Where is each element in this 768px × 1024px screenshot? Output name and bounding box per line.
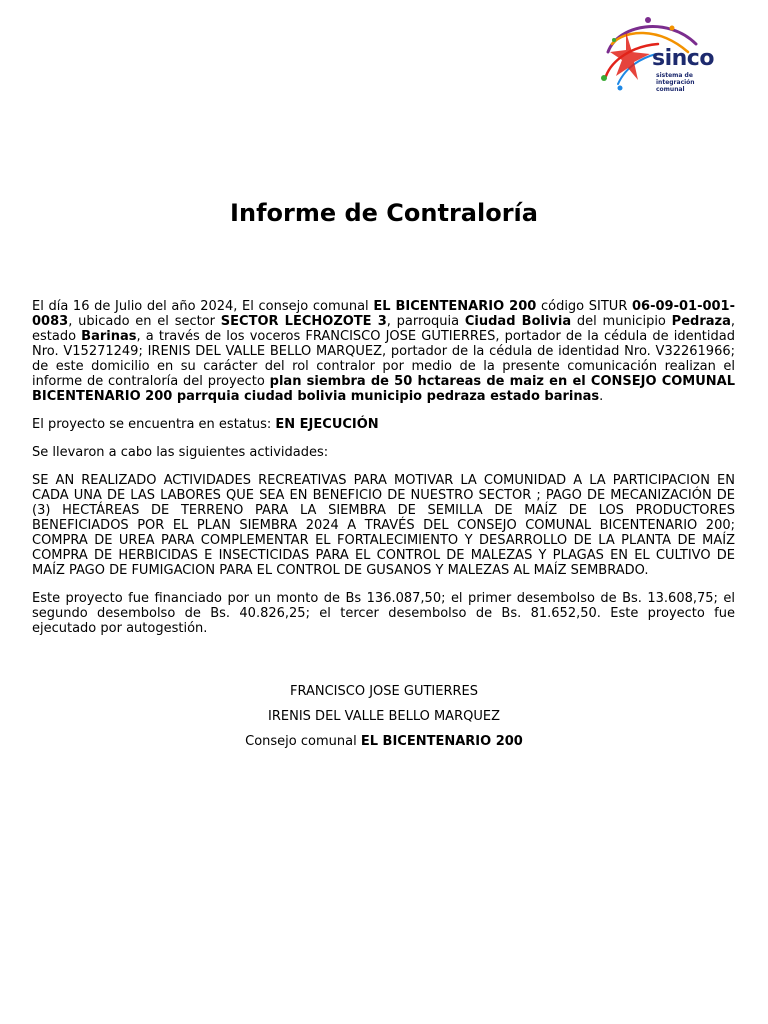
activities-paragraph: SE AN REALIZADO ACTIVIDADES RECREATIVAS PARA MOTIVAR LA COMUNIDAD A LA PARTICIPACION EN CADA UNA DE LAS LABORES QUE SEA EN BENEFICIO DE NUESTRO SECTOR ; PAGO DE MECANIZACIÓN DE (3) HECTÁREAS DE TERRENO PARA LA SIEMBRA DE SEMILLA DE MAÍZ DE LOS PRODUCTORES BENEFICIADOS POR EL PLAN SIEMBRA 2024 A TRAVÉS DEL CONSEJO COMUNAL BICENTENARIO 200; COMPRA DE UREA PARA COMPLEMENTAR EL FORTALECIMIENTO Y DESARROLLO DE LA PLANTA DE MAÍZ COMPRA DE HERBICIDAS E INSECTICIDAS PARA EL CONTROL DE MALEZAS Y PLAGAS EN EL CULTIVO DE MAÍZ PAGO DE FUMIGACION PARA EL CONTROL DE GUSANOS Y MALEZAS AL MAÍZ SEMBRADO.	[32, 473, 735, 578]
signature-block	[0, 683, 768, 758]
signer-name-2: IRENIS DEL VALLE BELLO MARQUEZ	[268, 709, 500, 724]
signer-name-1: FRANCISCO JOSE GUTIERRES	[290, 684, 478, 699]
document-title: Informe de Contraloría	[230, 199, 538, 227]
status-value: EN EJECUCIÓN	[275, 417, 379, 432]
council-line: Consejo comunal EL BICENTENARIO 200	[245, 734, 523, 749]
logo-subtitle: sistema de integración comunal	[656, 72, 695, 93]
status-paragraph: El proyecto se encuentra en estatus: EN EJECUCIÓN	[32, 417, 379, 432]
activities-heading: Se llevaron a cabo las siguientes actividades:	[32, 445, 329, 460]
intro-paragraph: El día 16 de Julio del año 2024, El consejo comunal EL BICENTENARIO 200 código SITUR 06-09-01-001-0083, ubicado en el sector SECTOR LECHOZOTE 3, parroquia Ciudad Bolivia del municipio Pedraza, estado Barinas, a través de los voceros FRANCISCO JOSE GUTIERRES, portador de la cédula de identidad Nro. V15271249; IRENIS DEL VALLE BELLO MARQUEZ, portador de la cédula de identidad Nro. V32261966; de este domicilio en su carácter del rol contralor por medio de la presente comunicación realizan el informe de contraloría del proyecto plan siembra de 50 hctareas de maiz en el CONSEJO COMUNAL BICENTENARIO 200 parrquia ciudad bolivia municipio pedraza estado barinas.	[32, 299, 736, 404]
sinco-logo	[598, 14, 738, 98]
logo-wordmark: sinco	[652, 46, 714, 71]
report-body	[32, 299, 735, 636]
financing-paragraph: Este proyecto fue financiado por un monto de Bs 136.087,50; el primer desembolso de Bs. 13.608,75; el segundo desembolso de Bs. 40.826,25; el tercer desembolso de Bs. 81.652,50. Este proyecto fue ejecutado por autogestión.	[32, 591, 735, 636]
